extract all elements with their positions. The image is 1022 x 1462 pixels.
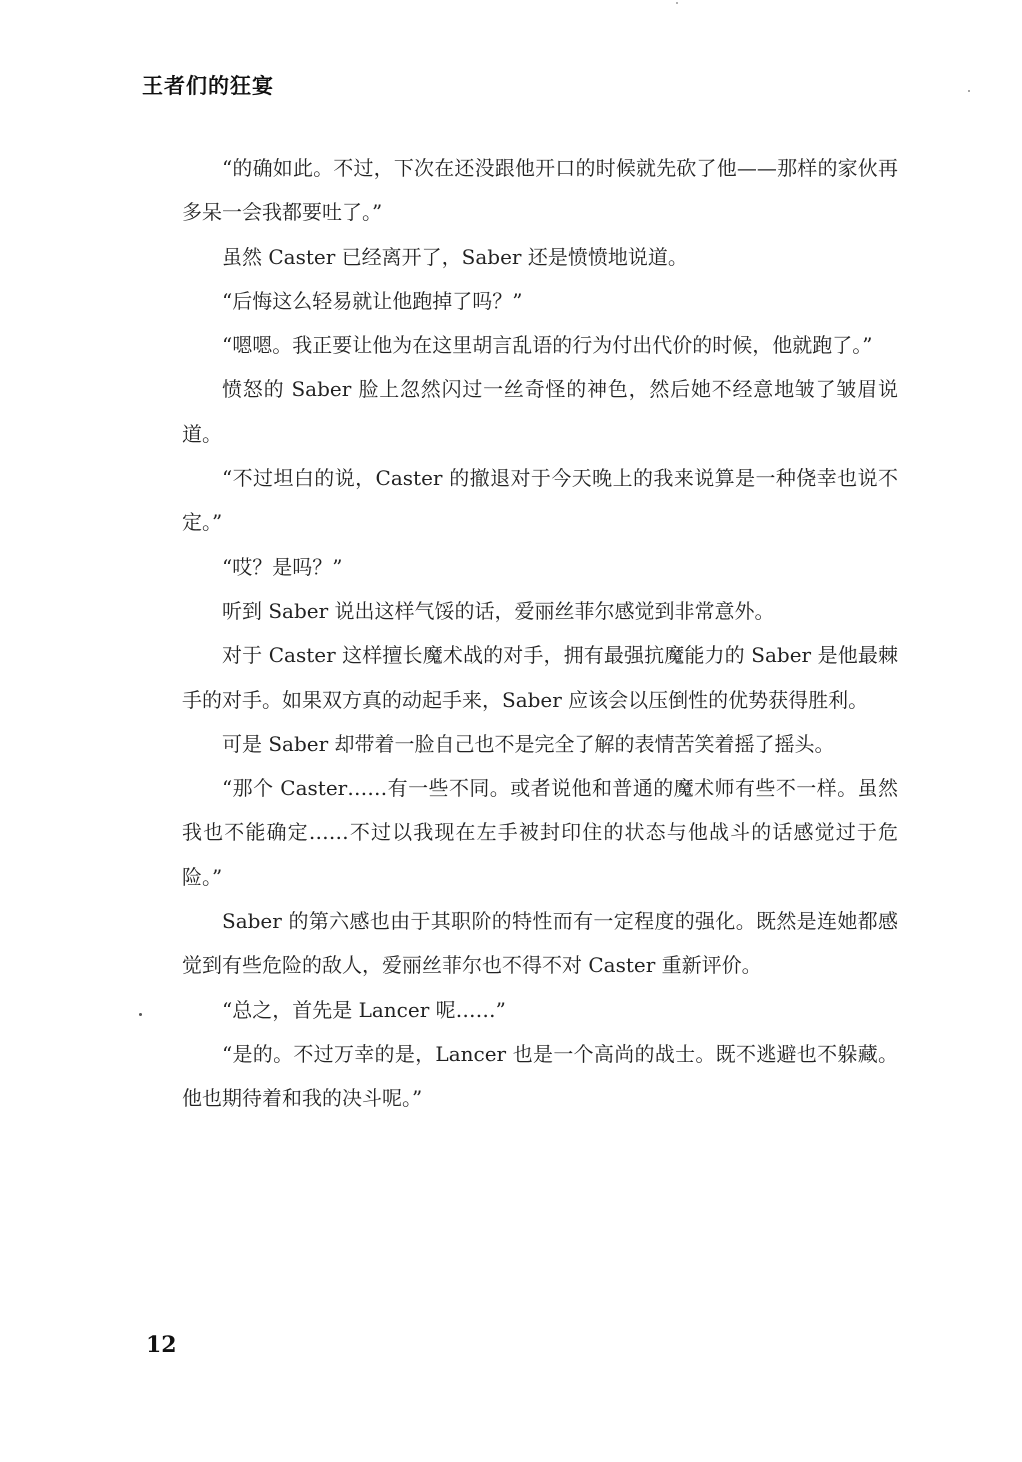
paragraph: 愤怒的 Saber 脸上忽然闪过一丝奇怪的神色，然后她不经意地皱了皱眉说道。 — [182, 377, 898, 446]
paragraph: 对于 Caster 这样擅长魔术战的对手，拥有最强抗魔能力的 Saber 是他最棘手的对手。如果双方真的动起手来，Saber 应该会以压倒性的优势获得胜利。 — [182, 643, 898, 712]
paragraph: “不过坦白的说，Caster 的撤退对于今天晚上的我来说算是一种侥幸也说不定。” — [182, 466, 898, 535]
scan-speck — [968, 90, 970, 92]
paragraph: “的确如此。不过，下次在还没跟他开口的时候就先砍了他——那样的家伙再多呆一会我都要吐了。” — [182, 156, 898, 225]
paragraph: 听到 Saber 说出这样气馁的话，爱丽丝菲尔感觉到非常意外。 — [222, 598, 775, 623]
scan-speck — [676, 2, 678, 4]
paragraph: 可是 Saber 却带着一脸自己也不是完全了解的表情苦笑着摇了摇头。 — [222, 731, 835, 756]
body-text — [182, 146, 898, 1121]
paragraph: “后悔这么轻易就让他跑掉了吗？” — [222, 288, 523, 313]
paragraph: “哎？是吗？” — [222, 554, 343, 579]
paragraph: “总之，首先是 Lancer 呢……” — [222, 997, 506, 1022]
scan-speck — [139, 1013, 142, 1016]
paragraph: “是的。不过万幸的是，Lancer 也是一个高尚的战士。既不逃避也不躲藏。他也期待着和我的决斗呢。” — [182, 1041, 898, 1111]
paragraph: Saber 的第六感也由于其职阶的特性而有一定程度的强化。既然是连她都感觉到有些危险的敌人，爱丽丝菲尔也不得不对 Caster 重新评价。 — [182, 909, 898, 978]
paragraph: “嗯嗯。我正要让他为在这里胡言乱语的行为付出代价的时候，他就跑了。” — [222, 333, 873, 358]
page-number: 12 — [146, 1332, 177, 1358]
running-head-title: 王者们的狂宴 — [142, 73, 274, 98]
paragraph: 虽然 Caster 已经离开了，Saber 还是愤愤地说道。 — [222, 244, 688, 269]
paragraph: “那个 Caster……有一些不同。或者说他和普通的魔术师有些不一样。虽然我也不能确定……不过以我现在左手被封印住的状态与他战斗的话感觉过于危险。” — [182, 776, 898, 889]
